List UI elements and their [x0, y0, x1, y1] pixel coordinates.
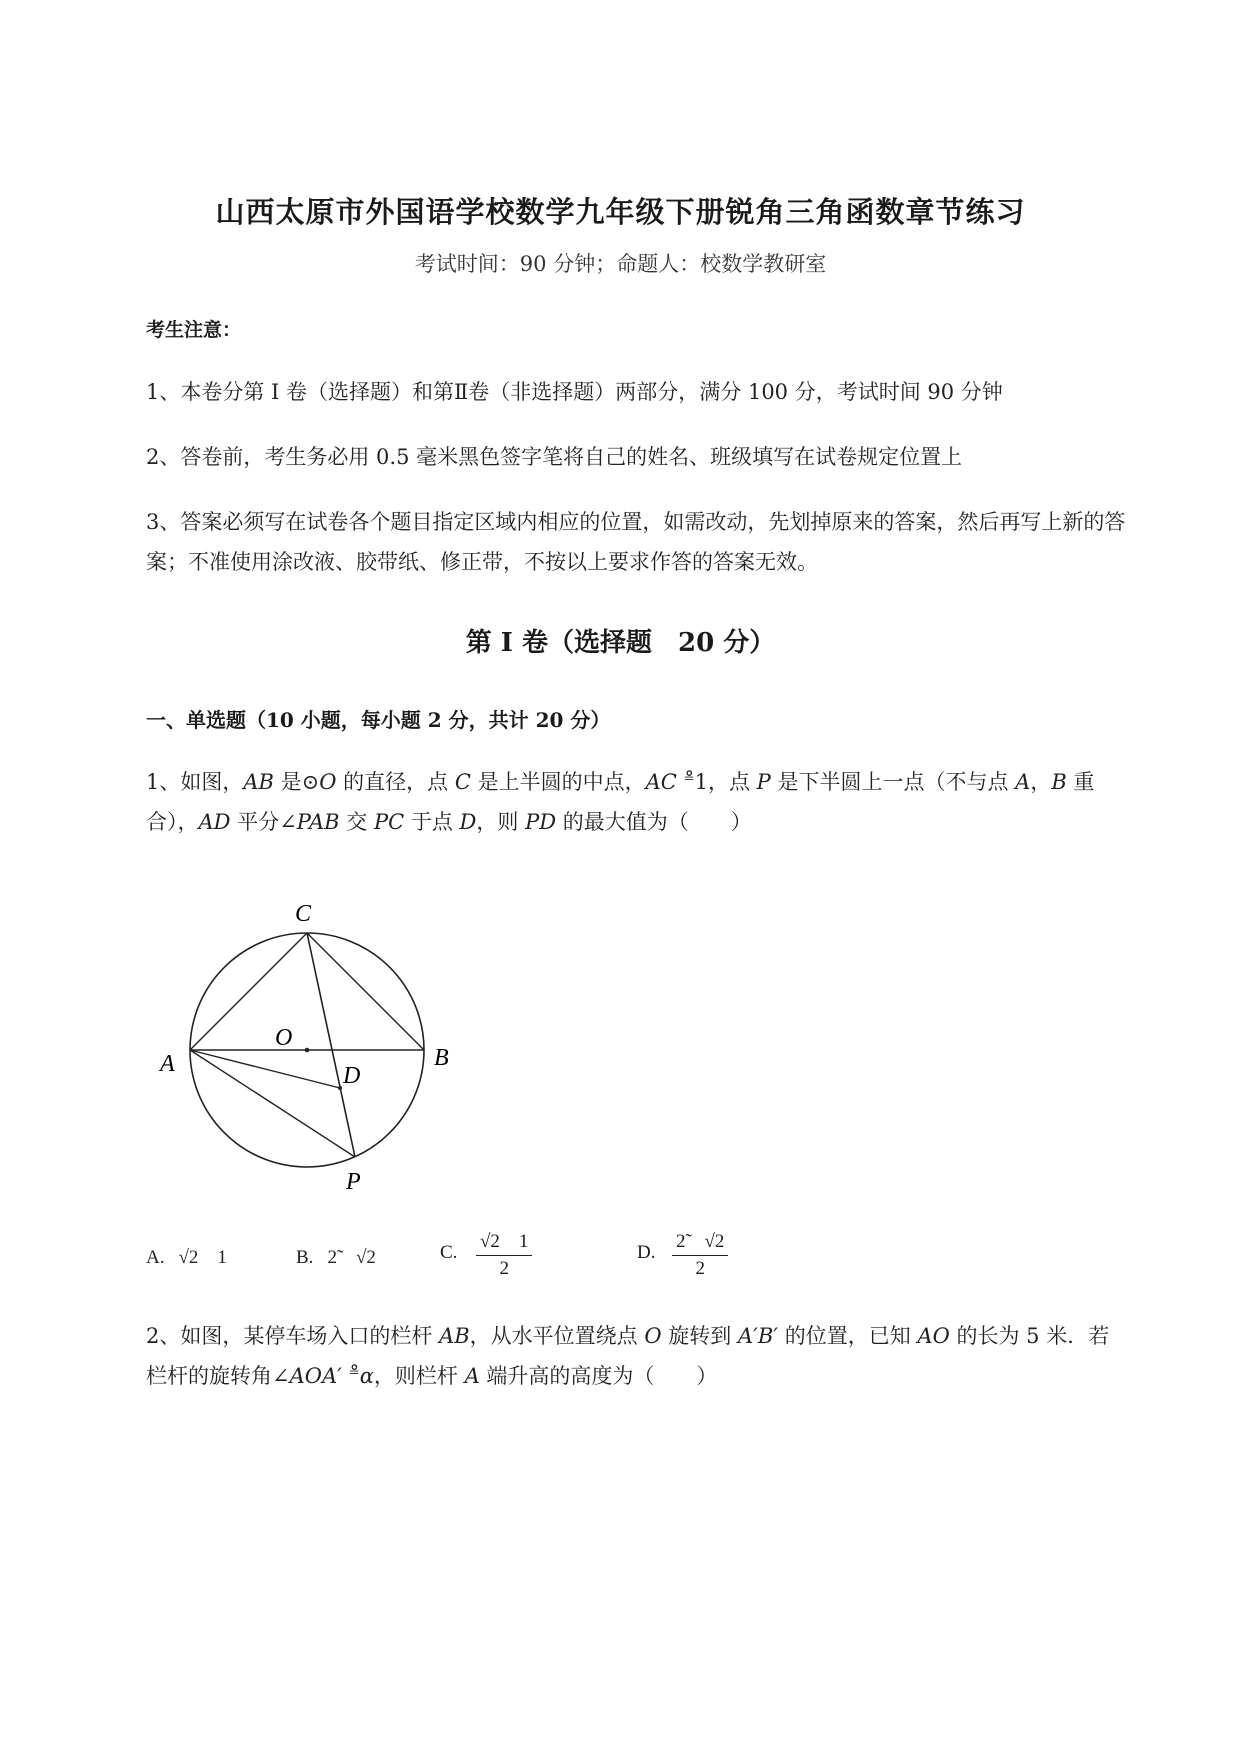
q1-var: A	[1015, 770, 1031, 794]
q1-var: PD	[525, 810, 557, 834]
option-c-denominator: 2	[499, 1258, 509, 1279]
q2-var: AOA′	[289, 1364, 342, 1388]
q1-text: 平分∠	[230, 810, 297, 834]
option-c-numerator: √2 1	[476, 1226, 532, 1256]
label-a: A	[160, 1051, 175, 1077]
option-b[interactable]	[296, 1242, 376, 1269]
q2-var: AB	[439, 1324, 470, 1348]
q2-text: ，从水平位置绕点	[469, 1324, 645, 1348]
segment-cb	[307, 933, 424, 1050]
label-d: D	[343, 1063, 361, 1089]
q1-text: 重	[1066, 770, 1095, 794]
q1-text: 合），	[146, 810, 199, 834]
q1-var: AB	[243, 770, 274, 794]
segment-ad	[190, 1050, 340, 1088]
q2-text: 的长为 5 米．若	[949, 1324, 1110, 1348]
point-d	[338, 1086, 342, 1090]
option-d-letter[interactable]: D.	[637, 1242, 656, 1263]
q2-text: ⁼̊	[341, 1364, 360, 1388]
q2-var: AO	[917, 1324, 950, 1348]
notice-item-1: 1、本卷分第 I 卷（选择题）和第Ⅱ卷（非选择题）两部分，满分 100 分，考试时间 90 分钟	[146, 380, 1003, 404]
q1-var: D	[459, 810, 477, 834]
q1-text: ⁼̊1，点	[676, 770, 757, 794]
label-o: O	[275, 1025, 293, 1051]
label-b: B	[434, 1045, 449, 1071]
q1-var: B	[1051, 770, 1067, 794]
q2-text: 的位置，已知	[778, 1324, 918, 1348]
notice-heading: 考生注意：	[146, 319, 242, 341]
option-c-letter[interactable]: C.	[440, 1242, 458, 1263]
q1-text: 是⊙	[273, 770, 320, 794]
q2-text: 旋转到	[661, 1324, 738, 1348]
center-point	[305, 1048, 310, 1053]
option-d-denominator: 2	[695, 1258, 705, 1279]
q1-var: PAB	[296, 810, 340, 834]
option-c-fraction	[476, 1226, 532, 1280]
option-d-fraction	[672, 1226, 728, 1280]
notice-item-3: 3、答案必须写在试卷各个题目指定区域内相应的位置，如需改动，先划掉原来的答案，然后再写上新的答案；不准使用涂改液、胶带纸、修正带，不按以上要求作答的答案无效。	[146, 510, 1126, 574]
question-2-line-2	[146, 1356, 1146, 1396]
circle-geometry-figure	[150, 895, 470, 1205]
section-title: 第 I 卷（选择题 20 分）	[465, 628, 776, 658]
q1-text: 交	[339, 810, 374, 834]
question-1-line-1	[146, 762, 1146, 802]
q1-var: O	[319, 770, 337, 794]
q1-text: 1、如图，	[146, 770, 244, 794]
exam-subtitle: 考试时间：90 分钟；命题人：校数学教研室	[414, 252, 827, 276]
q2-var: A	[464, 1364, 480, 1388]
q1-var: PC	[373, 810, 405, 834]
option-d-numerator: 2̃ √2	[672, 1226, 728, 1256]
option-a-value: √2 1	[178, 1247, 227, 1268]
label-p: P	[346, 1169, 361, 1195]
q1-var: AD	[198, 810, 231, 834]
segment-cp	[307, 933, 355, 1157]
q1-text: 于点	[404, 810, 460, 834]
option-b-letter: B.	[296, 1247, 314, 1268]
q1-text: 的最大值为（ ）	[556, 810, 752, 834]
q1-text: 的直径，点	[336, 770, 455, 794]
q2-text: ，则栏杆	[373, 1364, 465, 1388]
question-2-line-1	[146, 1316, 1146, 1356]
q2-text: 栏杆的旋转角∠	[146, 1364, 290, 1388]
notice-item-2: 2、答卷前，考生务必用 0.5 毫米黑色签字笔将自己的姓名、班级填写在试卷规定位置上	[146, 445, 963, 469]
option-a-letter: A.	[146, 1247, 165, 1268]
q1-text: ，则	[476, 810, 526, 834]
q1-var: P	[756, 770, 771, 794]
q1-text: ，	[1030, 770, 1052, 794]
segment-ap	[190, 1050, 355, 1157]
q2-text: 端升高的高度为（ ）	[479, 1364, 718, 1388]
q2-var: α	[359, 1364, 374, 1388]
q2-var: A′B′	[737, 1324, 779, 1348]
q2-var: O	[644, 1324, 662, 1348]
q2-text: 2、如图，某停车场入口的栏杆	[146, 1324, 440, 1348]
option-a[interactable]	[146, 1242, 227, 1269]
part-title: 一、单选题（10 小题，每小题 2 分，共计 20 分）	[146, 708, 611, 732]
q1-text: 是下半圆上一点（不与点	[770, 770, 1016, 794]
q1-var: C	[454, 770, 471, 794]
question-1-line-2	[146, 802, 1146, 842]
exam-title: 山西太原市外国语学校数学九年级下册锐角三角函数章节练习	[215, 195, 1026, 229]
q1-text: 是上半圆的中点，	[470, 770, 646, 794]
option-b-value: 2̃ √2	[327, 1247, 376, 1268]
q1-var: AC	[645, 770, 677, 794]
label-c: C	[295, 901, 312, 927]
